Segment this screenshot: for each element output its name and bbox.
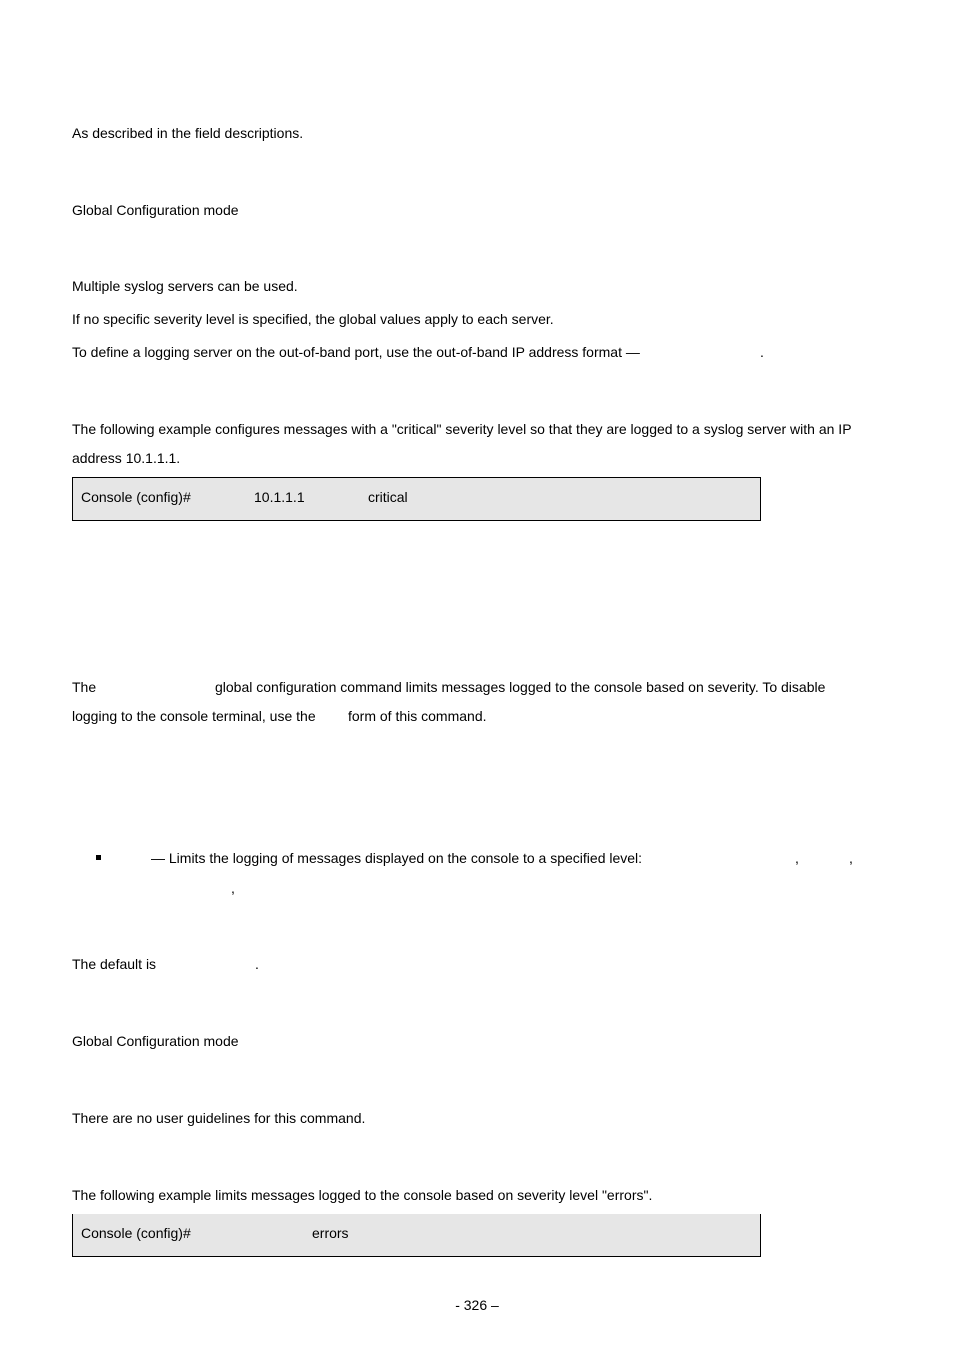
user-guideline-2: If no specific severity level is specified, the global values apply to each server. [72,311,554,327]
bullet-icon [96,855,101,860]
syntax-comma-1: , [795,850,799,866]
example-description-line-1: The following example configures messages with a "critical" severity level so that they are logged to a syslog server with an IP [72,421,852,437]
page-number: - 326 – [455,1297,499,1313]
user-guideline-3-period: . [760,344,764,360]
command-mode-text-2: Global Configuration mode [72,1033,239,1049]
example-description-2: The following example limits messages logged to the console based on severity level "errors". [72,1187,653,1203]
default-setting-suffix: . [255,956,259,972]
command-mode-text: Global Configuration mode [72,202,239,218]
code-ip-address: 10.1.1.1 [254,489,305,505]
syntax-level-description: — Limits the logging of messages displayed on the console to a specified level: [151,850,643,866]
code-prompt-2: Console (config)# [81,1225,191,1241]
user-guideline-1: Multiple syslog servers can be used. [72,278,298,294]
code-prompt: Console (config)# [81,489,191,505]
syntax-comma-3: , [231,880,235,896]
default-setting-text: As described in the field descriptions. [72,125,304,141]
code-severity: critical [368,489,408,505]
code-example-box-2 [72,1214,761,1257]
command-intro-line-2b: form of this command. [348,708,487,724]
code-example-box [72,477,761,521]
code-severity-2: errors [312,1225,349,1241]
command-intro-the: The [72,679,97,695]
command-intro-description: global configuration command limits messages logged to the console based on severity. To disable [215,679,826,695]
user-guideline-3: To define a logging server on the out-of-band port, use the out-of-band IP address format — [72,344,640,360]
example-description-line-2: address 10.1.1.1. [72,450,181,466]
syntax-comma-2: , [849,850,853,866]
user-guidelines-text-2: There are no user guidelines for this command. [72,1110,366,1126]
command-intro-line-2a: logging to the console terminal, use the [72,708,316,724]
default-setting-prefix: The default is [72,956,157,972]
